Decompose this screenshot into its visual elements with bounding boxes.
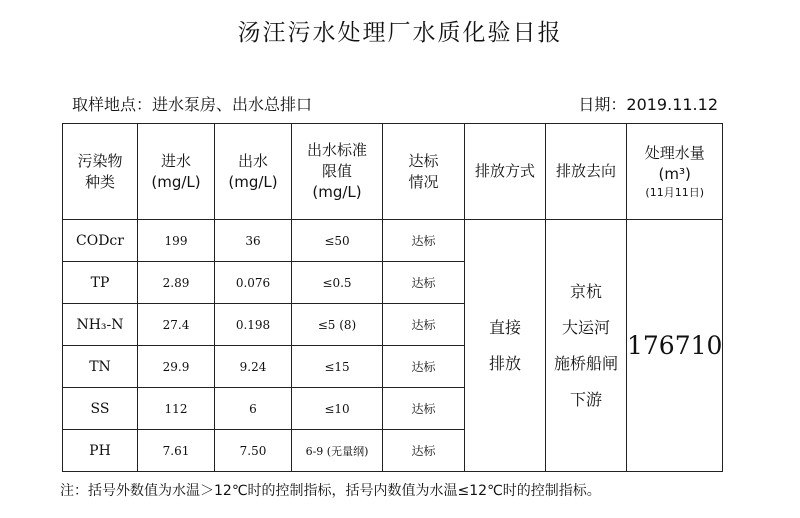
- influent-value: 27.4: [138, 304, 215, 346]
- status-value: 达标: [383, 220, 465, 262]
- table-row: [63, 220, 723, 262]
- influent-value: 29.9: [138, 346, 215, 388]
- discharge-destination: 京杭 大运河 施桥船闸 下游: [546, 220, 627, 472]
- standard-limit: ≤50: [292, 220, 383, 262]
- pollutant-name: CODcr: [63, 220, 138, 262]
- effluent-value: 36: [215, 220, 292, 262]
- pollutant-name: TP: [63, 262, 138, 304]
- treated-volume: 176710: [627, 220, 723, 472]
- standard-limit: ≤5 (8): [292, 304, 383, 346]
- header-treated-volume: 处理水量 (m³) (11月11日): [627, 124, 723, 220]
- effluent-value: 9.24: [215, 346, 292, 388]
- standard-limit: ≤0.5: [292, 262, 383, 304]
- pollutant-name: SS: [63, 388, 138, 430]
- header-effluent: 出水 (mg/L): [215, 124, 292, 220]
- pollutant-name: PH: [63, 430, 138, 472]
- sampling-location: 取样地点：进水泵房、出水总排口: [72, 95, 313, 114]
- date-value: 2019.11.12: [626, 95, 718, 114]
- water-quality-table: [62, 123, 723, 472]
- header-pollutant: 污染物 种类: [63, 124, 138, 220]
- effluent-value: 6: [215, 388, 292, 430]
- report-title: 汤汪污水处理厂水质化验日报: [237, 20, 563, 46]
- effluent-value: 0.076: [215, 262, 292, 304]
- status-value: 达标: [383, 430, 465, 472]
- influent-value: 199: [138, 220, 215, 262]
- discharge-method: 直接 排放: [465, 220, 546, 472]
- status-value: 达标: [383, 388, 465, 430]
- status-value: 达标: [383, 262, 465, 304]
- report-date: [578, 92, 718, 115]
- header-discharge-destination: 排放去向: [546, 124, 627, 220]
- header-standard: 出水标准 限值 (mg/L): [292, 124, 383, 220]
- standard-limit: ≤15: [292, 346, 383, 388]
- standard-limit: 6-9 (无量纲): [292, 430, 383, 472]
- standard-limit: ≤10: [292, 388, 383, 430]
- pollutant-name: NH₃-N: [63, 304, 138, 346]
- header-influent: 进水 (mg/L): [138, 124, 215, 220]
- status-value: 达标: [383, 346, 465, 388]
- date-label: 日期：: [578, 95, 627, 114]
- effluent-value: 0.198: [215, 304, 292, 346]
- footnote: 注：括号外数值为水温＞12℃时的控制指标，括号内数值为水温≤12℃时的控制指标。: [60, 483, 601, 499]
- header-status: 达标 情况: [383, 124, 465, 220]
- influent-value: 7.61: [138, 430, 215, 472]
- status-value: 达标: [383, 304, 465, 346]
- influent-value: 2.89: [138, 262, 215, 304]
- header-row: [63, 124, 723, 220]
- effluent-value: 7.50: [215, 430, 292, 472]
- header-discharge-method: 排放方式: [465, 124, 546, 220]
- pollutant-name: TN: [63, 346, 138, 388]
- influent-value: 112: [138, 388, 215, 430]
